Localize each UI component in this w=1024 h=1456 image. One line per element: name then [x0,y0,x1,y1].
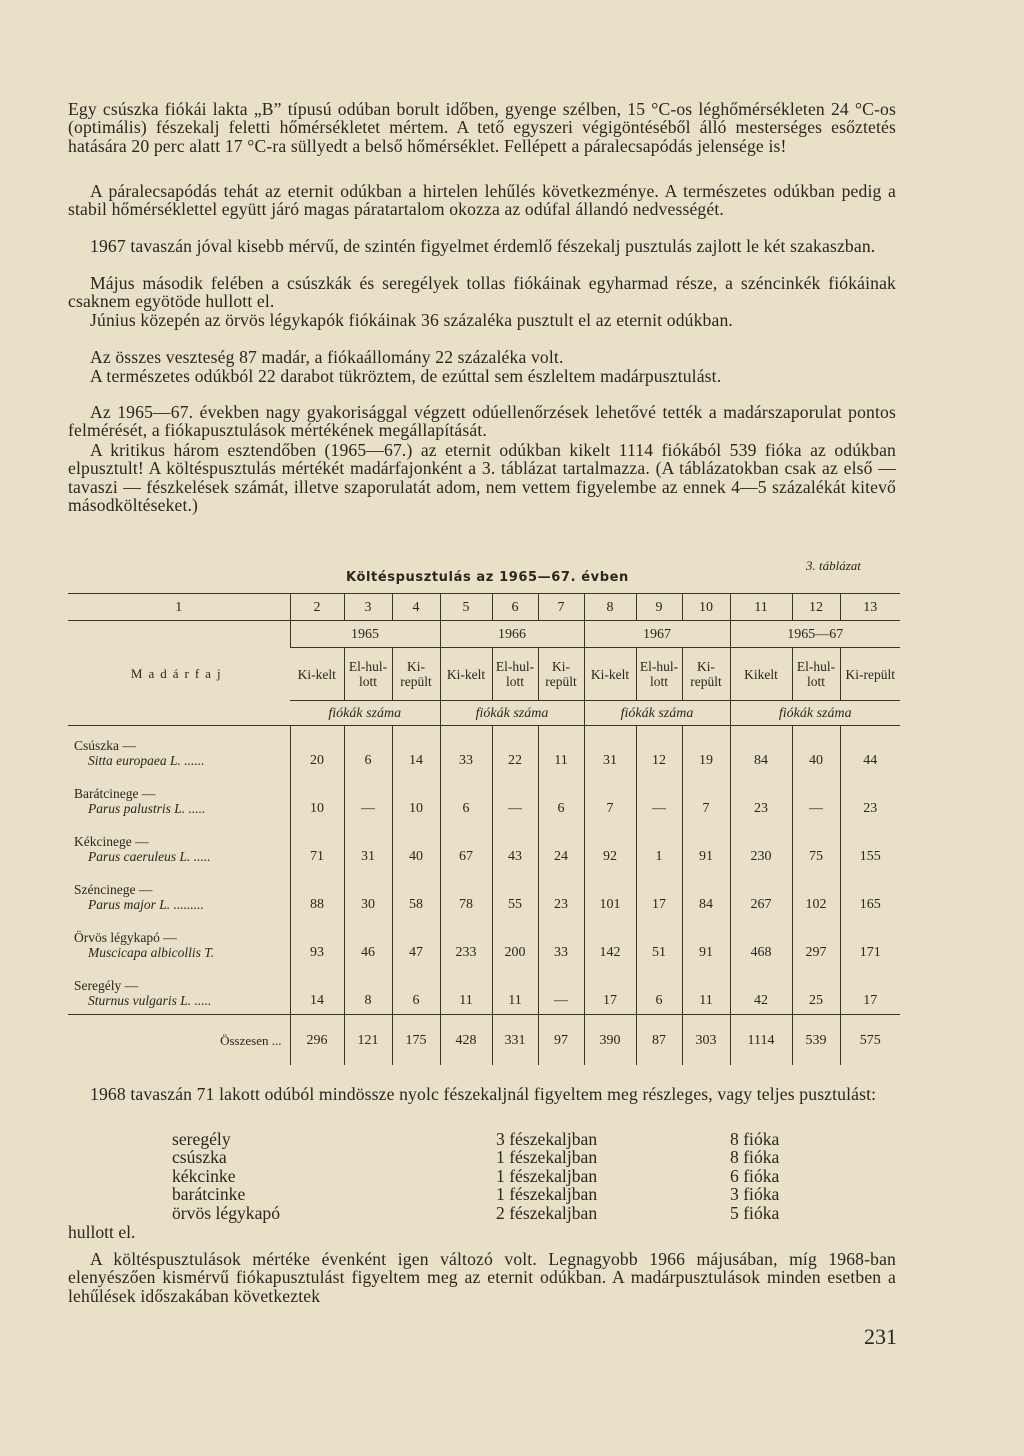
data-cell: 297 [792,918,840,966]
list-species: seregély [172,1129,231,1149]
species-cell [68,822,290,870]
total-cell: 296 [290,1015,344,1066]
column-number-row [68,594,900,621]
total-cell: 428 [440,1015,492,1066]
list-nests: 2 fészekaljban [496,1202,598,1223]
kind-header: El-hul-lott [792,648,840,701]
column-number: 7 [538,594,584,621]
total-cell: 390 [584,1015,636,1066]
list-tail: hullott el. [68,1222,136,1242]
data-cell: 468 [730,918,792,966]
species-hungarian-name: Seregély — [74,978,139,993]
table-row [68,870,900,918]
list-item [172,1167,830,1185]
year-row [68,621,900,648]
data-cell: 84 [682,870,730,918]
data-cell: 17 [840,966,900,1015]
data-cell: 30 [344,870,392,918]
data-cell: 24 [538,822,584,870]
table-row [68,918,900,966]
loss-list [172,1130,830,1222]
data-cell: 47 [392,918,440,966]
data-cell: 31 [584,726,636,775]
paragraph-3: 1967 tavaszán jóval kisebb mérvű, de szintén figyelmet érdemlő fészekalj pusztulás zajlott le két szakaszban. [90,236,876,256]
table-row [68,774,900,822]
table-caption: Költéspusztulás az 1965—67. évben [346,570,629,585]
list-nests: 1 fészekaljban [496,1147,598,1168]
data-cell: 10 [392,774,440,822]
total-row [68,1015,900,1066]
data-cell: 14 [392,726,440,775]
data-cell: 23 [538,870,584,918]
data-cell: 22 [492,726,538,775]
species-hungarian-name: Kékcinege — [74,834,149,849]
data-cell: 25 [792,966,840,1015]
paragraph-5: Június közepén az örvös légykapók fiókáinak 36 százaléka pusztult el az eternit odúkban. [90,310,733,330]
kind-header: El-hul-lott [492,648,538,701]
total-cell: 97 [538,1015,584,1066]
data-cell: 12 [636,726,682,775]
data-cell: 78 [440,870,492,918]
species-cell [68,918,290,966]
loss-table [68,593,900,1065]
column-number: 11 [730,594,792,621]
total-cell: 303 [682,1015,730,1066]
list-species: örvös légykapó [172,1202,280,1223]
data-cell: 46 [344,918,392,966]
column-number: 6 [492,594,538,621]
kind-header: Ki-repült [840,648,900,701]
data-cell: 23 [840,774,900,822]
data-cell: 19 [682,726,730,775]
data-cell: 75 [792,822,840,870]
data-cell: 7 [584,774,636,822]
data-cell: 51 [636,918,682,966]
column-number: 4 [392,594,440,621]
paragraph-6: Az összes veszteség 87 madár, a fiókaállomány 22 százaléka volt. [90,347,564,367]
data-cell: 93 [290,918,344,966]
species-cell [68,774,290,822]
data-cell: 165 [840,870,900,918]
data-cell: — [344,774,392,822]
data-cell: 6 [344,726,392,775]
page-number: 231 [864,1324,897,1349]
species-hungarian-name: Széncinege — [74,882,153,897]
total-cell: 331 [492,1015,538,1066]
paragraph-1968: 1968 tavaszán 71 lakott odúból mindössze nyolc fészekaljnál figyeltem meg részleges, vagy teljes pusztulást: [90,1084,877,1104]
data-cell: 67 [440,822,492,870]
paragraph-last: A költéspusztulások mértéke évenként igen változó volt. Legnagyobb 1966 májusában, míg 1968-ban elenyészően kismérvű fiókapusztulást figyeltem meg az eternit odúkban. A madárpusztulások minden esetben a lehűlések időszakában következtek [68,1249,896,1306]
data-cell: 33 [538,918,584,966]
data-cell: — [636,774,682,822]
list-species: barátcinke [172,1184,246,1205]
data-cell: — [538,966,584,1015]
data-cell: 84 [730,726,792,775]
data-cell: 142 [584,918,636,966]
species-cell [68,966,290,1015]
data-cell: 7 [682,774,730,822]
data-cell: 43 [492,822,538,870]
data-cell: 6 [392,966,440,1015]
column-number: 3 [344,594,392,621]
species-hungarian-name: Csúszka — [74,738,136,753]
data-cell: 11 [682,966,730,1015]
column-number: 5 [440,594,492,621]
column-number: 2 [290,594,344,621]
year-header: 1967 [584,621,730,648]
data-cell: 11 [492,966,538,1015]
species-latin-name: Sitta europaea L. ...... [88,753,205,768]
data-cell: 17 [636,870,682,918]
data-cell: 11 [538,726,584,775]
list-chicks: 3 fióka [730,1184,780,1205]
total-cell: 175 [392,1015,440,1066]
unit-label: fiókák száma [730,701,900,726]
total-cell: 121 [344,1015,392,1066]
total-cell: 1114 [730,1015,792,1066]
paragraph-9: A kritikus három esztendőben (1965—67.) az eternit odúkban kikelt 1114 fiókából 539 fióka az odúkban elpusztult! A költéspusztulás mértékét madárfajonként a 3. táblázat tartalmazza. (A táblázatokban csak az első — tavaszi — fészkelések számát, illetve szaporulatát adom, nem vettem figyelembe az ennek 4—5 százalékát kitevő másodköltéseket.) [68,440,896,516]
list-nests: 3 fészekaljban [496,1129,598,1149]
list-chicks: 5 fióka [730,1202,780,1223]
data-cell: 230 [730,822,792,870]
column-number: 8 [584,594,636,621]
list-chicks: 8 fióka [730,1147,780,1168]
table-number: 3. táblázat [806,558,861,573]
kind-header: Ki-kelt [440,648,492,701]
column-number: 12 [792,594,840,621]
list-item [172,1148,830,1166]
data-cell: 267 [730,870,792,918]
data-cell: 200 [492,918,538,966]
list-nests: 1 fészekaljban [496,1165,598,1186]
species-latin-name: Parus major L. ......... [88,897,204,912]
paragraph-8: Az 1965—67. években nagy gyakorisággal végzett odúellenőrzések lehetővé tették a madárszaporulat pontos felmérését, a fiókapusztulások mértékének megállapítását. [68,402,896,441]
paragraph-2: A páralecsapódás tehát az eternit odúkban a hirtelen lehűlés következménye. A természetes odúkban pedig a stabil hőmérséklettel együtt járó magas páratartalom okozza az odúfal állandó nedvességét. [68,181,896,220]
kind-header: El-hul-lott [636,648,682,701]
data-cell: 155 [840,822,900,870]
column-number: 10 [682,594,730,621]
data-cell: 8 [344,966,392,1015]
unit-label: fiókák száma [584,701,730,726]
list-item [172,1185,830,1203]
species-latin-name: Sturnus vulgaris L. ..... [88,993,212,1008]
list-species: kékcinke [172,1165,236,1186]
table-row [68,726,900,775]
kind-header: Kikelt [730,648,792,701]
data-cell: 91 [682,822,730,870]
data-cell: 92 [584,822,636,870]
list-nests: 1 fészekaljban [496,1184,598,1205]
data-cell: 31 [344,822,392,870]
paragraph-4: Május második felében a csúszkák és seregélyek tollas fiókáinak egyharmad része, a széncinkék fiókáinak csaknem egyötöde hullott el. [68,273,896,312]
data-cell: 10 [290,774,344,822]
kind-header: Ki-repült [538,648,584,701]
year-header: 1965 [290,621,440,648]
column-number: 13 [840,594,900,621]
species-header: Madárfaj [68,621,290,726]
species-hungarian-name: Örvös légykapó — [74,930,177,945]
unit-label: fiókák száma [440,701,584,726]
total-cell: 539 [792,1015,840,1066]
total-label: Összesen ... [68,1015,290,1066]
data-cell: 1 [636,822,682,870]
data-cell: 101 [584,870,636,918]
list-species: csúszka [172,1147,227,1168]
species-hungarian-name: Barátcinege — [74,786,156,801]
table-row [68,966,900,1015]
data-cell: 14 [290,966,344,1015]
paragraph-7: A természetes odúkból 22 darabot tükröztem, de ezúttal sem észleltem madárpusztulást. [90,366,722,386]
year-header: 1965—67 [730,621,900,648]
data-cell: 17 [584,966,636,1015]
kind-header: El-hul-lott [344,648,392,701]
kind-header: Ki-kelt [290,648,344,701]
list-item [172,1204,830,1222]
list-item [172,1130,830,1148]
unit-label: fiókák száma [290,701,440,726]
year-header: 1966 [440,621,584,648]
column-number: 1 [68,594,290,621]
data-cell: 91 [682,918,730,966]
data-cell: 6 [538,774,584,822]
data-cell: 33 [440,726,492,775]
data-cell: — [492,774,538,822]
column-number: 9 [636,594,682,621]
list-chicks: 8 fióka [730,1129,780,1149]
data-cell: 171 [840,918,900,966]
list-chicks: 6 fióka [730,1165,780,1186]
data-cell: — [792,774,840,822]
species-latin-name: Parus palustris L. ..... [88,801,206,816]
data-cell: 71 [290,822,344,870]
kind-header: Ki-kelt [584,648,636,701]
data-cell: 20 [290,726,344,775]
species-latin-name: Muscicapa albicollis T. [88,945,215,960]
data-cell: 11 [440,966,492,1015]
data-cell: 44 [840,726,900,775]
kind-header: Ki-repült [392,648,440,701]
data-cell: 233 [440,918,492,966]
kind-header: Ki-repült [682,648,730,701]
data-cell: 6 [636,966,682,1015]
paragraph-1: Egy csúszka fiókái lakta „B” típusú odúban borult időben, gyenge szélben, 15 °C-os léghőmérsékleten 24 °C-os (optimális) fészekalj feletti hőmérsékletet mértem. A tető egyszeri végigöntéséből álló mesterséges esőztetés hatására 20 perc alatt 17 °C-ra süllyedt a belső hőmérséklet. Fellépett a páralecsapódás jelensége is! [68,99,896,156]
data-cell: 40 [392,822,440,870]
data-cell: 6 [440,774,492,822]
species-latin-name: Parus caeruleus L. ..... [88,849,211,864]
data-cell: 40 [792,726,840,775]
table-row [68,822,900,870]
data-cell: 102 [792,870,840,918]
data-cell: 58 [392,870,440,918]
data-cell: 88 [290,870,344,918]
data-cell: 55 [492,870,538,918]
total-cell: 575 [840,1015,900,1066]
data-cell: 42 [730,966,792,1015]
data-cell: 23 [730,774,792,822]
species-cell [68,726,290,775]
total-cell: 87 [636,1015,682,1066]
species-cell [68,870,290,918]
